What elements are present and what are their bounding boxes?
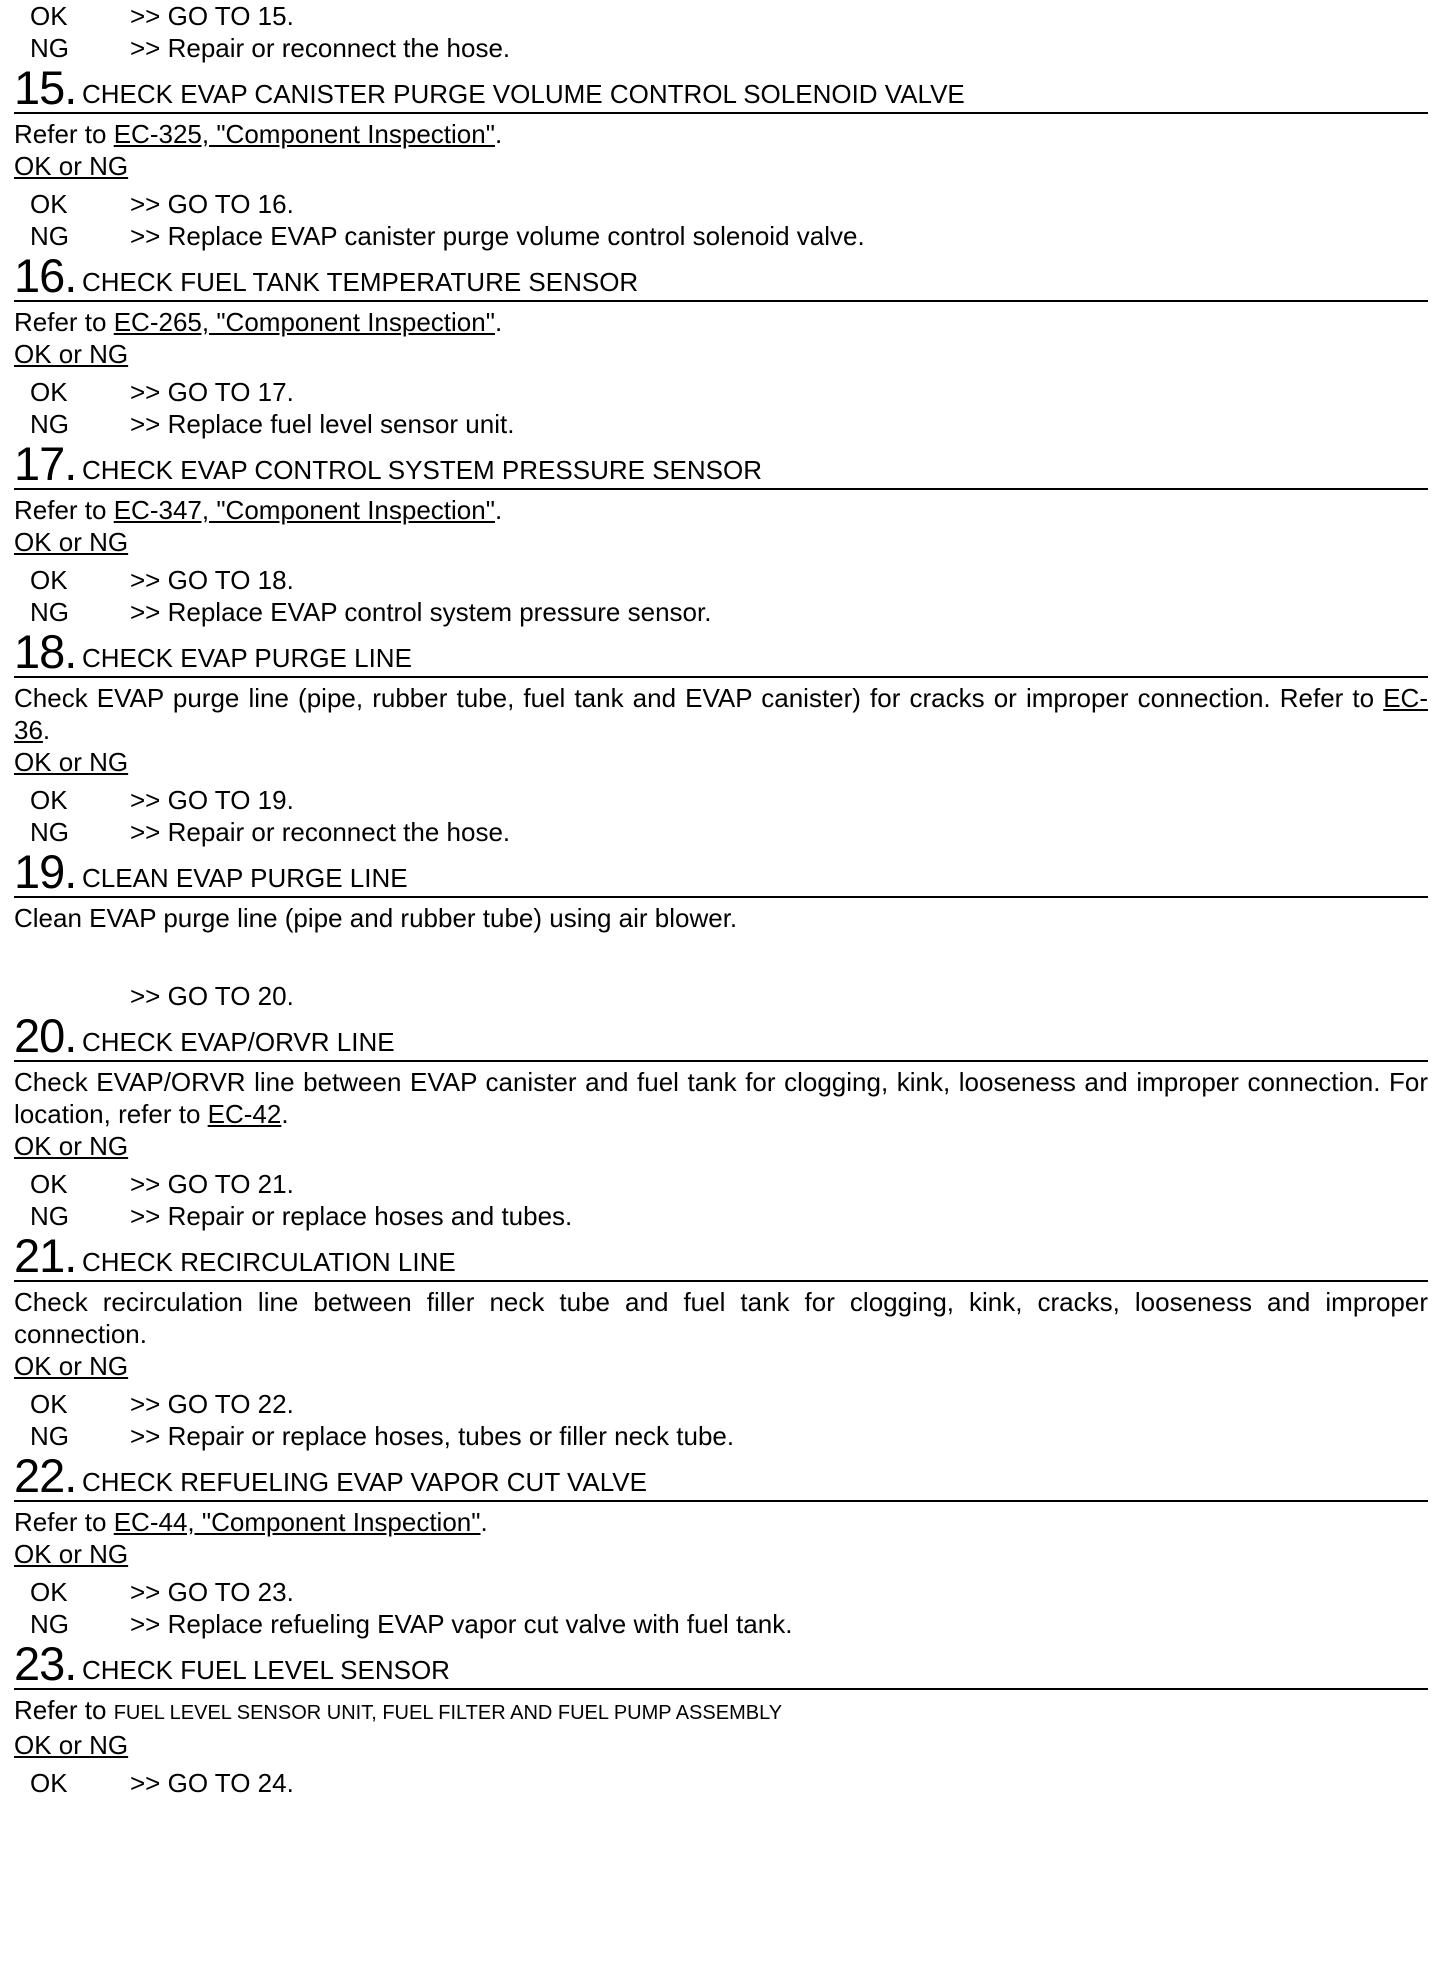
result-code: OK [30,189,68,219]
result-ng [14,1420,1428,1452]
result-code: NG [30,597,69,627]
step-instruction [14,306,1428,338]
reference-link[interactable]: EC-44, "Component Inspection" [113,1507,481,1537]
result-code: OK [30,1169,68,1199]
result-action: >> GO TO 15. [130,1,294,31]
result-ok [14,1168,1428,1200]
instruction-text: Check recirculation line between filler neck tube and fuel tank for clogging, kink, cracks, looseness and improper connection. [14,1287,1428,1349]
result-ok [14,784,1428,816]
result-ok [14,1576,1428,1608]
step-title: CLEAN EVAP PURGE LINE [82,863,408,893]
ok-or-ng-text: OK or NG [14,339,129,369]
ok-or-ng-label [14,1130,1428,1168]
service-manual-page [14,0,1428,1799]
step-title: CHECK RECIRCULATION LINE [82,1247,456,1277]
step-instruction [14,494,1428,526]
reference-link[interactable]: EC-347, "Component Inspection" [113,495,495,525]
step-17 [14,437,1428,628]
result-action: >> Replace refueling EVAP vapor cut valve with fuel tank. [130,1609,793,1639]
ok-or-ng-label [14,1538,1428,1576]
result-action: >> Repair or reconnect the hose. [130,817,511,847]
result-ng [14,816,1428,848]
instruction-text: Refer to [14,1695,114,1725]
instruction-text-end: . [494,307,503,337]
result-action: >> Replace EVAP canister purge volume control solenoid valve. [130,221,865,251]
result-ng [14,1608,1428,1640]
step-heading [14,249,1428,302]
ok-or-ng-label [14,1729,1428,1767]
ok-or-ng-label [14,746,1428,784]
instruction-text: Refer to [14,307,114,337]
step-20 [14,1009,1428,1232]
reference-link[interactable]: EC-325, "Component Inspection" [113,119,495,149]
result-code: OK [30,1389,68,1419]
instruction-text-end: . [42,715,51,745]
result-code: OK [30,377,68,407]
result-action: >> Repair or reconnect the hose. [130,33,511,63]
step-heading [14,845,1428,898]
result-code: OK [30,1577,68,1607]
result-action: >> GO TO 22. [130,1389,294,1419]
step-title: CHECK EVAP CANISTER PURGE VOLUME CONTROL SOLENOID VALVE [82,79,965,109]
spacer [14,934,1428,980]
result-action: >> GO TO 18. [130,565,294,595]
step-instruction [14,1286,1428,1350]
step-title: CHECK EVAP/ORVR LINE [82,1027,395,1057]
result-code: NG [30,817,69,847]
step-heading [14,61,1428,114]
step-number: 21. [14,1229,77,1282]
result-action: >> GO TO 24. [130,1768,294,1798]
result-action: >> GO TO 21. [130,1169,294,1199]
result-list [14,0,1428,64]
step-number: 22. [14,1449,77,1502]
instruction-text: Check EVAP purge line (pipe, rubber tube, fuel tank and EVAP canister) for cracks or improper connection. Refer to [14,683,1384,713]
result-code: NG [30,1421,69,1451]
step-title: CHECK FUEL LEVEL SENSOR [82,1655,450,1685]
step-heading [14,1637,1428,1690]
step-instruction [14,1506,1428,1538]
result-action: >> GO TO 23. [130,1577,294,1607]
step-23 [14,1637,1428,1799]
ok-or-ng-text: OK or NG [14,151,129,181]
result-code: NG [30,221,69,251]
result-action: >> GO TO 20. [130,981,294,1011]
result-ng [14,220,1428,252]
step-21 [14,1229,1428,1452]
step-number: 15. [14,61,77,114]
step-16 [14,249,1428,440]
ok-or-ng-label [14,150,1428,188]
step-instruction [14,902,1428,934]
result-code: OK [30,785,68,815]
result-ok [14,1767,1428,1799]
result-code: NG [30,1609,69,1639]
result-code: OK [30,1768,68,1798]
step-instruction [14,682,1428,746]
step-title: CHECK EVAP PURGE LINE [82,643,412,673]
result-code: NG [30,33,69,63]
instruction-text: Refer to [14,119,114,149]
result-action: >> Repair or replace hoses, tubes or filler neck tube. [130,1421,735,1451]
ok-or-ng-text: OK or NG [14,527,129,557]
reference-link[interactable]: EC-36 [14,683,1428,745]
step-heading [14,1009,1428,1062]
result-ng [14,32,1428,64]
step-title: CHECK REFUELING EVAP VAPOR CUT VALVE [82,1467,647,1497]
instruction-text: Refer to [14,1507,114,1537]
result-ok [14,0,1428,32]
ok-or-ng-text: OK or NG [14,1539,129,1569]
result-action: >> GO TO 16. [130,189,294,219]
step-number: 16. [14,249,77,302]
result-action: >> GO TO 17. [130,377,294,407]
result-ng [14,1200,1428,1232]
result-ok [14,564,1428,596]
ok-or-ng-label [14,338,1428,376]
instruction-text-end: . [494,495,503,525]
step-19 [14,845,1428,1012]
step-instruction [14,1066,1428,1130]
result-code: OK [30,1,68,31]
instruction-text: Clean EVAP purge line (pipe and rubber tube) using air blower. [14,903,738,933]
step-heading [14,437,1428,490]
result-action: >> Replace fuel level sensor unit. [130,409,515,439]
step-number: 17. [14,437,77,490]
result-next [14,980,1428,1012]
result-code: NG [30,1201,69,1231]
ok-or-ng-text: OK or NG [14,1351,129,1381]
ok-or-ng-text: OK or NG [14,1730,129,1760]
instruction-text-end: . [281,1099,289,1129]
step-instruction [14,118,1428,150]
step-number: 20. [14,1009,77,1062]
step-15 [14,61,1428,252]
result-code: OK [30,565,68,595]
step-number: 23. [14,1637,77,1690]
result-ok [14,188,1428,220]
instruction-text: Refer to [14,495,114,525]
instruction-text: Check EVAP/ORVR line between EVAP canister and fuel tank for clogging, kink, looseness and improper connection. For location, refer to [14,1067,1428,1129]
result-code: NG [30,409,69,439]
step-heading [14,1449,1428,1502]
ok-or-ng-label [14,526,1428,564]
step-instruction [14,1694,1428,1729]
step-number: 19. [14,845,77,898]
ok-or-ng-label [14,1350,1428,1388]
step-heading [14,1229,1428,1282]
reference-link[interactable]: EC-42 [207,1099,282,1129]
result-action: >> GO TO 19. [130,785,294,815]
step-title: CHECK FUEL TANK TEMPERATURE SENSOR [82,267,639,297]
result-ng [14,408,1428,440]
step-title: CHECK EVAP CONTROL SYSTEM PRESSURE SENSOR [82,455,762,485]
step-number: 18. [14,625,77,678]
instruction-text-end: . [480,1507,488,1537]
result-action: >> Repair or replace hoses and tubes. [130,1201,573,1231]
step-18 [14,625,1428,848]
reference-link[interactable]: EC-265, "Component Inspection" [113,307,495,337]
result-ok [14,376,1428,408]
ok-or-ng-text: OK or NG [14,747,129,777]
ok-or-ng-text: OK or NG [14,1131,129,1161]
result-ng [14,596,1428,628]
section-reference: FUEL LEVEL SENSOR UNIT, FUEL FILTER AND FUEL PUMP ASSEMBLY [113,1702,783,1724]
instruction-text-end: . [494,119,503,149]
result-ok [14,1388,1428,1420]
step-heading [14,625,1428,678]
step-22 [14,1449,1428,1640]
result-action: >> Replace EVAP control system pressure sensor. [130,597,712,627]
